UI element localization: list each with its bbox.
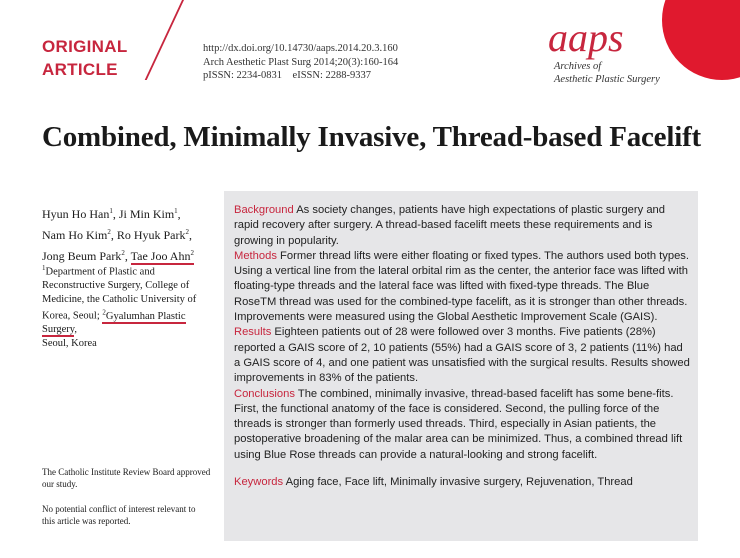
author-sup: 2	[185, 228, 189, 236]
coi-line: No potential conflict of interest relevant to	[42, 504, 196, 514]
abstract-text: Aging face, Face lift, Minimally invasive surgery, Rejuvenation, Thread	[285, 476, 633, 489]
affil-sup: 2	[102, 308, 106, 316]
journal-logo-sub2: Aesthetic Plastic Surgery	[554, 74, 660, 85]
citation-text: Arch Aesthetic Plast Surg 2014;20(3):160-164	[203, 56, 399, 68]
irb-line: The Catholic Institute Review Board approved	[42, 467, 211, 477]
coi-line: this article was reported.	[42, 515, 131, 526]
author-name-text: Tae Joo Ahn	[130, 249, 191, 263]
doi-link[interactable]: http://dx.doi.org/10.14730/aaps.2014.20.3.160	[203, 43, 398, 54]
abstract-results	[234, 325, 690, 386]
author-name[interactable]: Nam Ho Kim	[42, 228, 108, 242]
issn-text: pISSN: 2234-0831 eISSN: 2288-9337	[203, 70, 372, 81]
author-sup: 1	[109, 207, 113, 215]
journal-logo-text: aaps	[548, 15, 624, 60]
abstract-conclusions	[234, 387, 690, 463]
affil-sup: 1	[42, 264, 46, 272]
affil-line: Seoul, Korea	[42, 337, 97, 349]
abstract-text: The combined, minimally invasive, thread-based facelift has some bene-fits. First, the functional anatomy of the face is considered. Second, the pulling force of the threads is stronger than formerly used threads. Third, especially in Asian patients, the postoperative broadening of the malar area can be minimized. Thus, a combined thread lift using Blue Rose threads can provide a natural-looking and strong facelift.	[234, 387, 683, 461]
irb-note	[42, 467, 222, 490]
author-sup: 2	[121, 249, 125, 257]
journal-logo	[548, 15, 660, 86]
affil-line: Department of Plastic and	[45, 266, 155, 278]
journal-logo-sub1: Archives of	[554, 61, 602, 72]
author-list: Hyun Ho Han$^1$, Ji Min Kim$^1$, Nam Ho Kim$^2$, Ro Hyuk Park$^2$, Jong Beum Park$^2$, Tae Joo Ahn$^2$	[42, 207, 194, 263]
abstract-background	[234, 203, 690, 249]
author-name[interactable]: Ji Min Kim	[118, 207, 175, 221]
abstract-text: Eighteen patients out of 28 were followed over 3 months. Five patients (28%) reported a GAIS score of 2, 10 patients (55%) had a GAIS score of 3, 2 patients (11%) had a GAIS score of 4, and one patient was unsatisfied with the surgical results. Results showed improvements in 83% of the patients.	[234, 326, 690, 385]
abstract-methods	[234, 249, 690, 325]
affil-line: Medicine, the Catholic University of	[42, 293, 197, 305]
affil-line: Korea, Seoul;	[42, 310, 100, 322]
page-title: Combined, Minimally Invasive, Thread-based Facelift	[42, 121, 701, 153]
header-divider-line	[145, 0, 184, 80]
abstract-text: As society changes, patients have high expectations of plastic surgery and rapid recovery after surgery. A thread-based facelift meets these requirements and is growing in popularity.	[234, 204, 666, 247]
abstract-keywords	[234, 475, 690, 490]
author-name[interactable]: Jong Beum Park	[42, 249, 122, 263]
abstract-heading: Methods	[234, 249, 277, 262]
coi-note	[42, 504, 222, 527]
irb-line: our study.	[42, 478, 78, 489]
affiliations	[42, 262, 222, 350]
corner-decoration	[662, 0, 740, 80]
author-sup: 1	[174, 207, 178, 215]
abstract-heading: Keywords	[234, 476, 284, 489]
affil-highlight-text: Gyalumhan Plastic Surgery	[42, 310, 186, 335]
affil-punct: ,	[74, 324, 77, 335]
journal-logo-subtitle	[554, 60, 660, 86]
article-type-label	[42, 35, 128, 81]
abstract-heading: Results	[234, 326, 272, 339]
author-sup: 2	[190, 249, 194, 257]
abstract-box	[224, 191, 698, 541]
citation-block	[203, 42, 398, 83]
abstract-heading: Background	[234, 204, 294, 216]
affil-line: Reconstructive Surgery, College of	[42, 280, 190, 291]
abstract-heading: Conclusions	[234, 387, 295, 400]
author-name[interactable]: Ro Hyuk Park	[116, 228, 186, 242]
article-type-line2: ARTICLE	[42, 60, 118, 79]
author-name[interactable]: Hyun Ho Han	[42, 207, 110, 221]
author-sup: 2	[107, 228, 111, 236]
article-type-line1: ORIGINAL	[42, 37, 128, 56]
abstract-text: Former thread lifts were either floating or fixed types. The authors used both types. Using a vertical line from the lateral orbital rim as the center, the anterior face was lifted with floating-type threads and the lateral face was lifted with fixed-type threads. The Blue RoseTM thread was used for the combined-type facelift, as it is stronger than other threads. Improvements were measured using the Global Aesthetic Improvement Scale (GAIS).	[234, 249, 689, 324]
